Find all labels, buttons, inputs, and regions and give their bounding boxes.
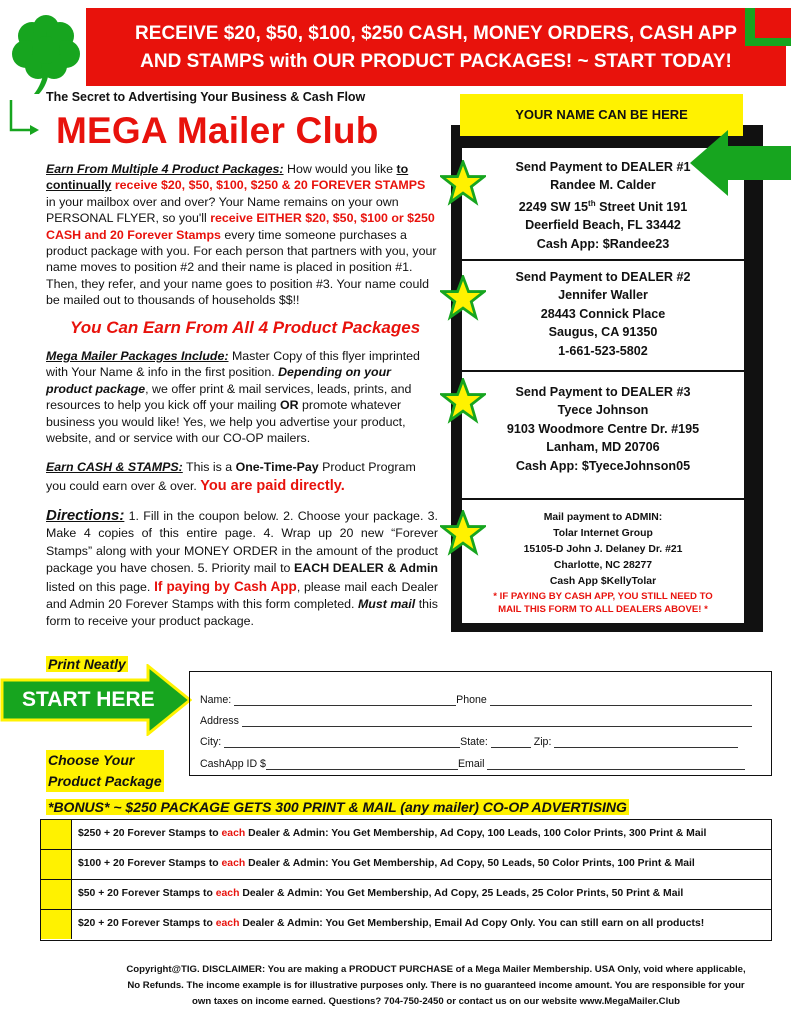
cashapp-field[interactable] [266, 758, 458, 770]
package-each: each [221, 828, 246, 839]
dealer-2 [462, 268, 744, 360]
dealer-city: Lanham, MD 20706 [546, 440, 660, 455]
cash-stamps-paragraph [46, 458, 438, 496]
directions-lead: Directions: [46, 507, 125, 524]
dealer-address-pre: 2249 SW 15 [518, 200, 589, 214]
intro-lead: Earn From Multiple 4 Product Packages: [46, 162, 284, 176]
packages-text-3: promote whatever business you would like! Yes, we help you advertise your product, website, and or service with our CO-OP mailers. [46, 398, 406, 446]
choose-line-2: Product Package [48, 773, 162, 789]
zip-label: Zip: [533, 736, 552, 748]
packages-paragraph [46, 348, 438, 446]
package-text [78, 858, 695, 869]
directions-paragraph [46, 507, 438, 631]
dealer-heading: Send Payment to DEALER #3 [515, 385, 691, 399]
directions-text-4: this form to receive your product package. [46, 597, 438, 629]
packages-or: OR [279, 398, 299, 413]
tagline: The Secret to Advertising Your Business & Cash Flow [46, 90, 366, 104]
package-each: each [215, 918, 240, 929]
package-post: Dealer & Admin: You Get Membership, Email Ad Copy Only. You can still earn on all products! [239, 918, 705, 929]
intro-receive: receive EITHER $20, $50, $100 or $250 CASH and 20 Forever Stamps [46, 211, 435, 242]
arrow-icon [8, 100, 42, 140]
cash-lead: Earn CASH & STAMPS: [46, 460, 183, 474]
admin-note-1: * IF PAYING BY CASH APP, YOU STILL NEED TO [493, 591, 713, 602]
shamrock-icon [6, 14, 86, 96]
dealer-extra: 1-661-523-5802 [558, 343, 648, 358]
top-banner [86, 8, 786, 86]
dealer-address-sup: th [588, 198, 596, 208]
cashapp-label: CashApp ID $ [200, 758, 266, 770]
banner-line-1: RECEIVE $20, $50, $100, $250 CASH, MONEY ORDERS, CASH APP [135, 23, 737, 44]
dealer-address: 28443 Connick Place [540, 306, 666, 321]
star-icon [440, 378, 486, 424]
admin-box [462, 510, 744, 616]
directions-cashapp: If paying by Cash App [154, 578, 297, 594]
package-text [78, 828, 706, 839]
dealer-divider [462, 259, 744, 261]
dealer-extra: Cash App: $TyeceJohnson05 [515, 458, 691, 473]
address-field[interactable] [242, 715, 752, 727]
star-icon [440, 275, 486, 321]
cash-text: This is a [182, 460, 236, 474]
directions-text-2: listed on this page. [46, 579, 155, 594]
cash-text-2: Product Program you could earn over & over. [46, 460, 416, 493]
intro-paragraph [46, 161, 438, 309]
package-pre: $50 + 20 Forever Stamps to [78, 888, 216, 899]
dealer-city: Saugus, CA 91350 [548, 325, 658, 340]
package-checkbox[interactable] [41, 820, 72, 849]
package-checkbox[interactable] [41, 880, 72, 909]
state-label: State: [460, 736, 488, 748]
dealer-heading: Send Payment to DEALER #1 [515, 160, 691, 174]
intro-emph: to continually [46, 162, 409, 193]
packages-lead: Mega Mailer Packages Include: [46, 349, 229, 363]
directions-text-3: , please mail each Dealer and Admin 20 Forever Stamps with this form completed. [46, 579, 439, 612]
start-here-label: START HERE [22, 688, 155, 711]
dealer-divider [462, 498, 744, 500]
packages-text: Master Copy of this flyer imprinted with Your Name & info in the first position. [46, 349, 420, 380]
phone-field[interactable] [490, 694, 752, 706]
footer-line-3: own taxes on income earned. Questions? 704-750-2450 or contact us on our website www.MegaMailer.Club [192, 996, 680, 1007]
package-text [78, 888, 683, 899]
package-pre: $250 + 20 Forever Stamps to [78, 828, 222, 839]
footer-line-1: Copyright@TIG. DISCLAIMER: You are making a PRODUCT PURCHASE of a Mega Mailer Membership. USA Only, void where applicable, [126, 964, 746, 975]
admin-heading: Mail payment to ADMIN: [543, 512, 663, 523]
packages-emph: Depending on your product package [46, 365, 391, 396]
package-pre: $20 + 20 Forever Stamps to [78, 918, 216, 929]
package-row[interactable] [41, 820, 771, 850]
package-each: each [221, 858, 246, 869]
choose-line-1: Choose Your [48, 752, 135, 768]
city-label: City: [200, 736, 222, 748]
packages-text-2: , we offer print & mail services, leads, prints, and resources to help you kick off your mailing [46, 381, 412, 413]
zip-field[interactable] [554, 736, 738, 748]
package-row[interactable] [41, 850, 771, 880]
footer-line-2: No Refunds. The income example is for illustrative purposes only. There is no guaranteed income amount. You are responsible for your [127, 980, 745, 991]
star-icon [440, 160, 486, 206]
dealer-name: Tyece Johnson [557, 403, 649, 418]
dealer-name: Jennifer Waller [558, 288, 648, 303]
package-pre: $100 + 20 Forever Stamps to [78, 858, 222, 869]
package-row[interactable] [41, 880, 771, 910]
package-checkbox[interactable] [41, 910, 72, 939]
dealer-extra: Cash App: $Randee23 [536, 236, 670, 251]
package-post: Dealer & Admin: You Get Membership, Ad Copy, 50 Leads, 50 Color Prints, 100 Print & Mail [245, 858, 695, 869]
address-label: Address [200, 715, 239, 727]
star-icon [440, 510, 486, 556]
package-table [40, 819, 772, 941]
arrow-icon [688, 128, 791, 198]
coupon-row-address [200, 715, 752, 727]
intro-text-3: every time someone purchases a product package with you. For each person that partners with you, your name moves to position #2 and their name is placed in position #1. Then, they refer, and your name goes to position #3. Your name could be mailed out to thousands of households $$!! [46, 227, 437, 308]
cash-paid: You are paid directly. [200, 478, 345, 494]
coupon-row-name [200, 694, 752, 706]
disclaimer-footer [96, 962, 776, 1010]
sub-heading: You Can Earn From All 4 Product Packages [70, 318, 421, 337]
name-field[interactable] [234, 694, 456, 706]
dealer-address-post: Street Unit 191 [595, 200, 688, 214]
name-label: Name: [200, 694, 232, 706]
coupon-form [189, 671, 772, 776]
dealer-city: Deerfield Beach, FL 33442 [525, 218, 681, 233]
your-name-box: YOUR NAME CAN BE HERE [460, 94, 743, 136]
dealer-3 [462, 383, 744, 475]
dealer-address: 9103 Woodmore Centre Dr. #195 [506, 421, 700, 436]
choose-package-label [46, 750, 164, 792]
directions-mustmail: Must mail [357, 597, 416, 612]
banner-corner-inner [755, 8, 791, 38]
directions-each: EACH DEALER & Admin [294, 561, 438, 576]
package-checkbox[interactable] [41, 850, 72, 879]
coupon-row-city [200, 736, 738, 748]
email-field[interactable] [487, 758, 745, 770]
dealer-name: Randee M. Calder [550, 178, 656, 193]
intro-amounts: receive $20, $50, $100, $250 & 20 FOREVER STAMPS [111, 178, 426, 193]
phone-label: Phone [456, 694, 487, 706]
package-each: each [215, 888, 240, 899]
dealer-divider [462, 370, 744, 372]
banner-line-2: AND STAMPS with OUR PRODUCT PACKAGES! ~ START TODAY! [140, 51, 732, 72]
city-field[interactable] [224, 736, 460, 748]
package-text [78, 918, 704, 929]
package-row[interactable] [41, 910, 771, 940]
cash-onetime: One-Time-Pay [235, 460, 319, 474]
bonus-banner: *BONUS* ~ $250 PACKAGE GETS 300 PRINT & MAIL (any mailer) CO-OP ADVERTISING [48, 799, 627, 815]
page-title: MEGA Mailer Club [56, 110, 379, 151]
package-post: Dealer & Admin: You Get Membership, Ad Copy, 100 Leads, 100 Color Prints, 300 Print & Mail [245, 828, 707, 839]
dealer-heading: Send Payment to DEALER #2 [515, 270, 691, 284]
state-field[interactable] [491, 736, 531, 748]
directions-text: 1. Fill in the coupon below. 2. Choose your package. 3. Make 4 copies of this entire page. 4. Wrap up 20 new “Forever Stamps” along with your MONEY ORDER in the amount of the product package you have chosen. 5. Priority mail to [46, 509, 438, 576]
email-label: Email [457, 758, 485, 770]
admin-city: Charlotte, NC 28277 [553, 560, 653, 571]
admin-name: Tolar Internet Group [553, 528, 653, 539]
admin-note-2: MAIL THIS FORM TO ALL DEALERS ABOVE! * [498, 604, 708, 615]
admin-extra: Cash App $KellyTolar [549, 576, 657, 587]
coupon-row-cashapp [200, 758, 745, 770]
dealer-address [462, 195, 744, 217]
admin-address: 15105-D John J. Delaney Dr. #21 [523, 544, 683, 555]
package-post: Dealer & Admin: You Get Membership, Ad Copy, 25 Leads, 25 Color Prints, 50 Print & Mail [239, 888, 684, 899]
intro-text-2: in your mailbox over and over? Your Name remains on your own PERSONAL FLYER, so you'll [46, 194, 399, 226]
print-neatly-label: Print Neatly [48, 656, 126, 672]
intro-text: How would you like [283, 162, 397, 176]
